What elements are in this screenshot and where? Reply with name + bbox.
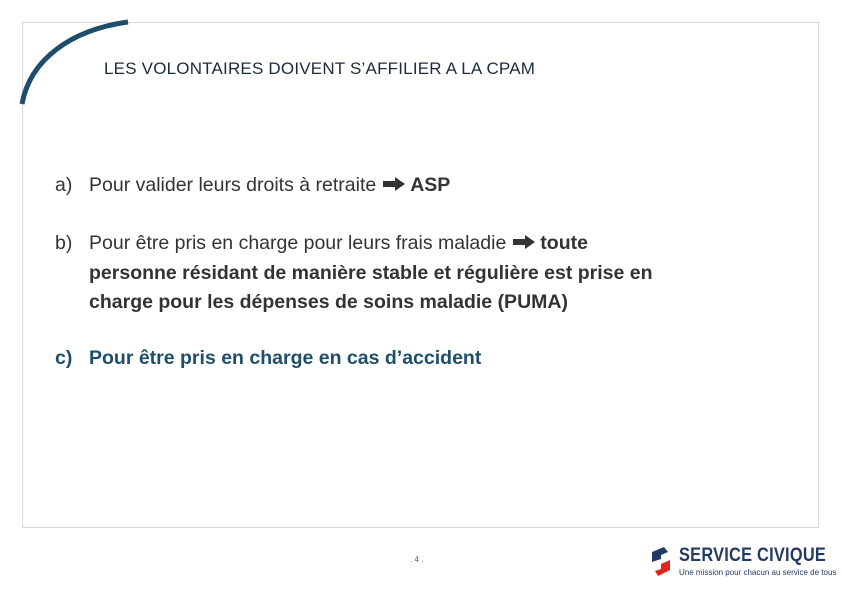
list-item-a [55, 171, 450, 201]
item-result-continued: charge pour les dépenses de soins maladie (PUMA) [89, 291, 568, 313]
list-marker: c) [55, 347, 73, 369]
list-item-c [55, 344, 481, 373]
item-result-continued: personne résidant de manière stable et régulière est prise en [89, 262, 653, 284]
logo-name: SERVICE CIVIQUE [679, 545, 827, 566]
page-number: . 4 . [410, 555, 424, 564]
corner-arc-decoration [0, 0, 140, 110]
list-marker: a) [55, 174, 73, 196]
right-arrow-icon [382, 172, 406, 201]
logo-mark-icon [650, 547, 672, 577]
service-civique-logo [650, 545, 837, 579]
item-text: Pour être pris en charge en cas d’accident [89, 347, 482, 369]
list-marker: b) [55, 232, 73, 254]
right-arrow-icon [512, 230, 536, 259]
slide-title: LES VOLONTAIRES DOIVENT S’AFFILIER A LA CPAM [104, 59, 536, 78]
item-text: Pour être pris en charge pour leurs frais maladie [89, 232, 507, 254]
item-text: Pour valider leurs droits à retraite [89, 174, 377, 196]
item-result: ASP [410, 174, 451, 196]
logo-tagline: Une mission pour chacun au service de tous [679, 568, 837, 577]
item-result: toute [540, 232, 588, 254]
list-item-b [55, 229, 795, 317]
